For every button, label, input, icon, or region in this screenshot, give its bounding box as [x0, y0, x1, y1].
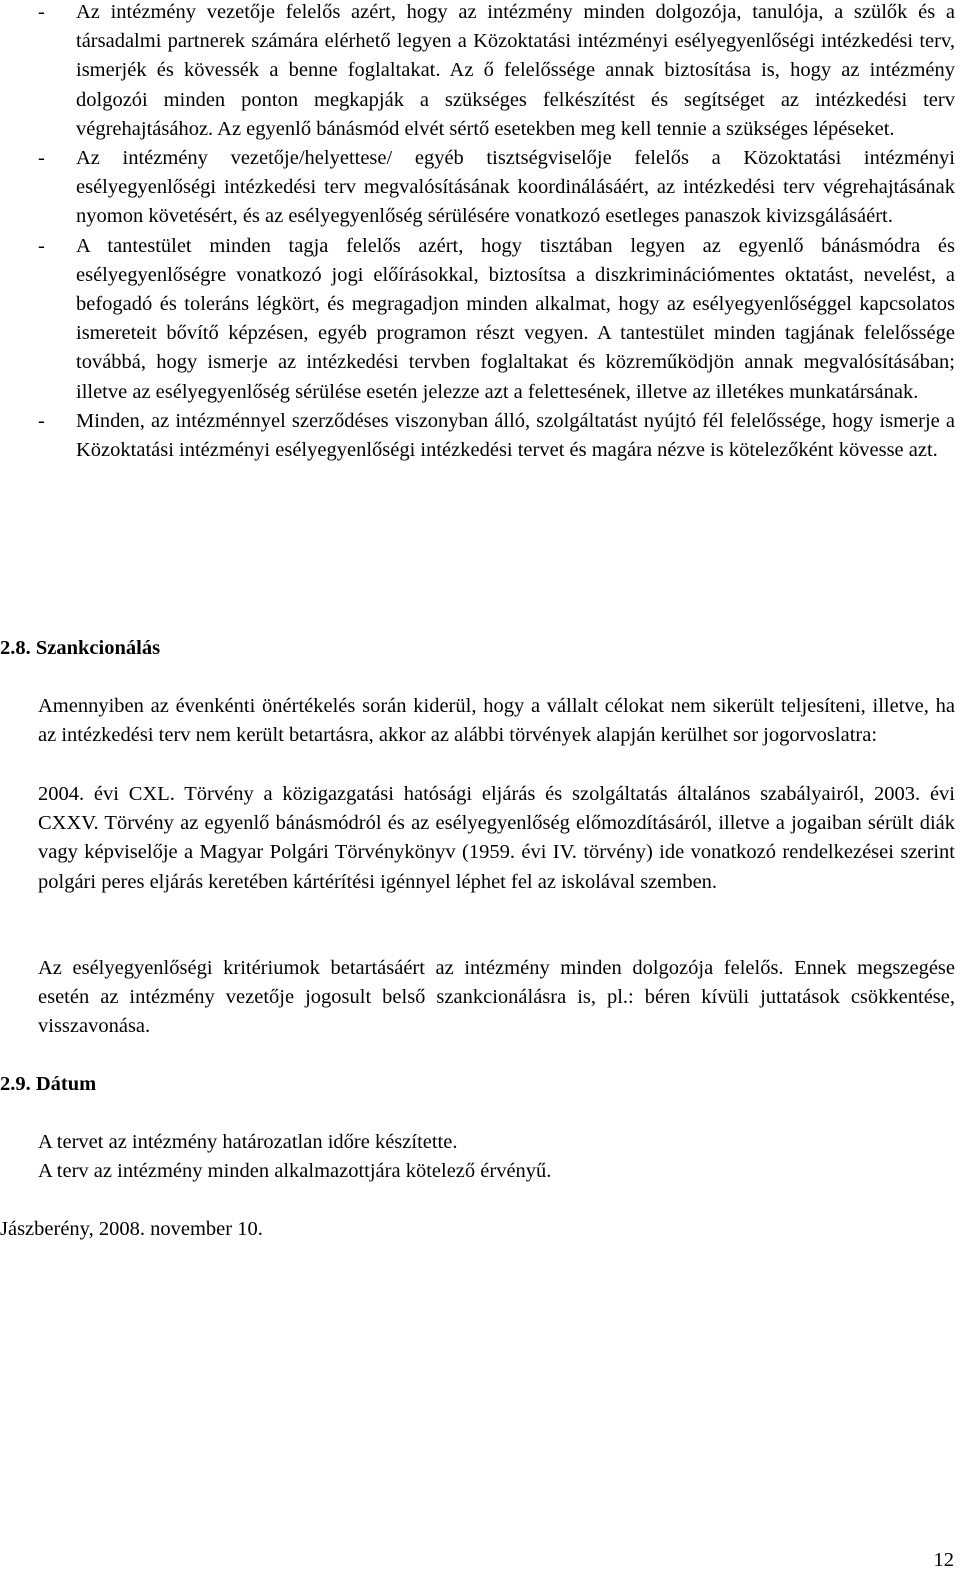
- section-heading-sanctions: 2.8. Szankcionálás: [0, 637, 161, 659]
- list-item-text: Az intézmény vezetője felelős azért, hogy az intézmény minden dolgozója, tanulója, a szülők és a társadalmi partnerek számára elérhető legyen a Közoktatási intézményi esélyegyenlőségi intézkedési terv, ismerjék és kövessék a benne foglaltakat. Az ő felelőssége annak biztosítása is, hogy az intézmény dolgozói minden ponton megkapják a szükséges felkészítést és segítséget az intézkedési terv végrehajtásához. Az egyenlő bánásmód elvét sértő esetekben meg kell tennie a szükséges lépéseket.: [76, 1, 955, 140]
- section-heading-date: 2.9. Dátum: [0, 1073, 97, 1095]
- sanctions-paragraph-criteria: Az esélyegyenlőségi kritériumok betartásáért az intézmény minden dolgozója felelős. Ennek megszegése esetén az intézmény vezetője jogosult belső szankcionálásra is, pl.: béren kívüli juttatások csökkentése, visszavonása.: [38, 957, 955, 1038]
- sanctions-paragraph-laws: 2004. évi CXL. Törvény a közigazgatási hatósági eljárás és szolgáltatás általános szabályairól, 2003. évi CXXV. Törvény az egyenlő bánásmódról és az esélyegyenlőség előmozdításáról, illetve a jogaiban sérült diák vagy képviselője a Magyar Polgári Törvénykönyv (1959. évi IV. törvény) ide vonatkozó rendelkezései szerint polgári peres eljárás keretében kártérítési igénnyel léphet fel az iskolával szemben.: [38, 783, 955, 893]
- list-item: [0, 232, 955, 407]
- list-item: [0, 407, 955, 465]
- bullet-dash: -: [38, 409, 45, 432]
- bullet-dash: -: [38, 147, 45, 170]
- page-number: 12: [933, 1549, 954, 1571]
- responsibility-list: [0, 0, 955, 465]
- list-item-text: Minden, az intézménnyel szerződéses viszonyban álló, szolgáltatást nyújtó fél felelőssége, hogy ismerje a Közoktatási intézményi esélyegyenlőségi intézkedési tervet és magára nézve is kötelezőként kövesse azt.: [76, 409, 955, 462]
- sanctions-paragraph-intro: Amennyiben az évenkénti önértékelés során kiderül, hogy a vállalt célokat nem sikerült teljesíteni, illetve, ha az intézkedési terv nem került betartásra, akkor az alábbi törvények alapján kerülhet sor jogorvoslatra:: [38, 695, 955, 747]
- list-item-text: A tantestület minden tagja felelős azért, hogy tisztában legyen az egyenlő bánásmódra és esélyegyenlőségre vonatkozó jogi előírásokkal, biztosítsa a diszkriminációmentes oktatást, nevelést, a befogadó és toleráns légkört, és megragadjon minden alkalmat, hogy az esélyegyenlőséggel kapcsolatos ismereteit bővítő képzésen, egyéb programon részt vegyen. A tantestület minden tagjának felelőssége továbbá, hogy ismerje az intézkedési tervben foglaltakat és közreműködjön annak megvalósításában; illetve az esélyegyenlőség sérülése esetén jelezze azt a felettesének, illetve az illetékes munkatársának.: [76, 234, 955, 403]
- list-item-text: Az intézmény vezetője/helyettese/ egyéb tisztségviselője felelős a Közoktatási intézményi esélyegyenlőségi intézkedési terv megvalósításának koordinálásáért, az intézkedési terv végrehajtásának nyomon követésért, és az esélyegyenlőség sérülésére vonatkozó esetleges panaszok kivizsgálásáért.: [76, 147, 955, 228]
- list-item: [0, 144, 955, 232]
- date-line-2: A terv az intézmény minden alkalmazottjára kötelező érvényű.: [38, 1160, 552, 1183]
- date-paragraph: [38, 1128, 955, 1186]
- list-item: [0, 0, 955, 144]
- date-line-1: A tervet az intézmény határozatlan időre készítette.: [38, 1131, 458, 1153]
- place-and-date: Jászberény, 2008. november 10.: [0, 1218, 263, 1240]
- bullet-dash: -: [38, 1, 45, 23]
- bullet-dash: -: [38, 234, 45, 257]
